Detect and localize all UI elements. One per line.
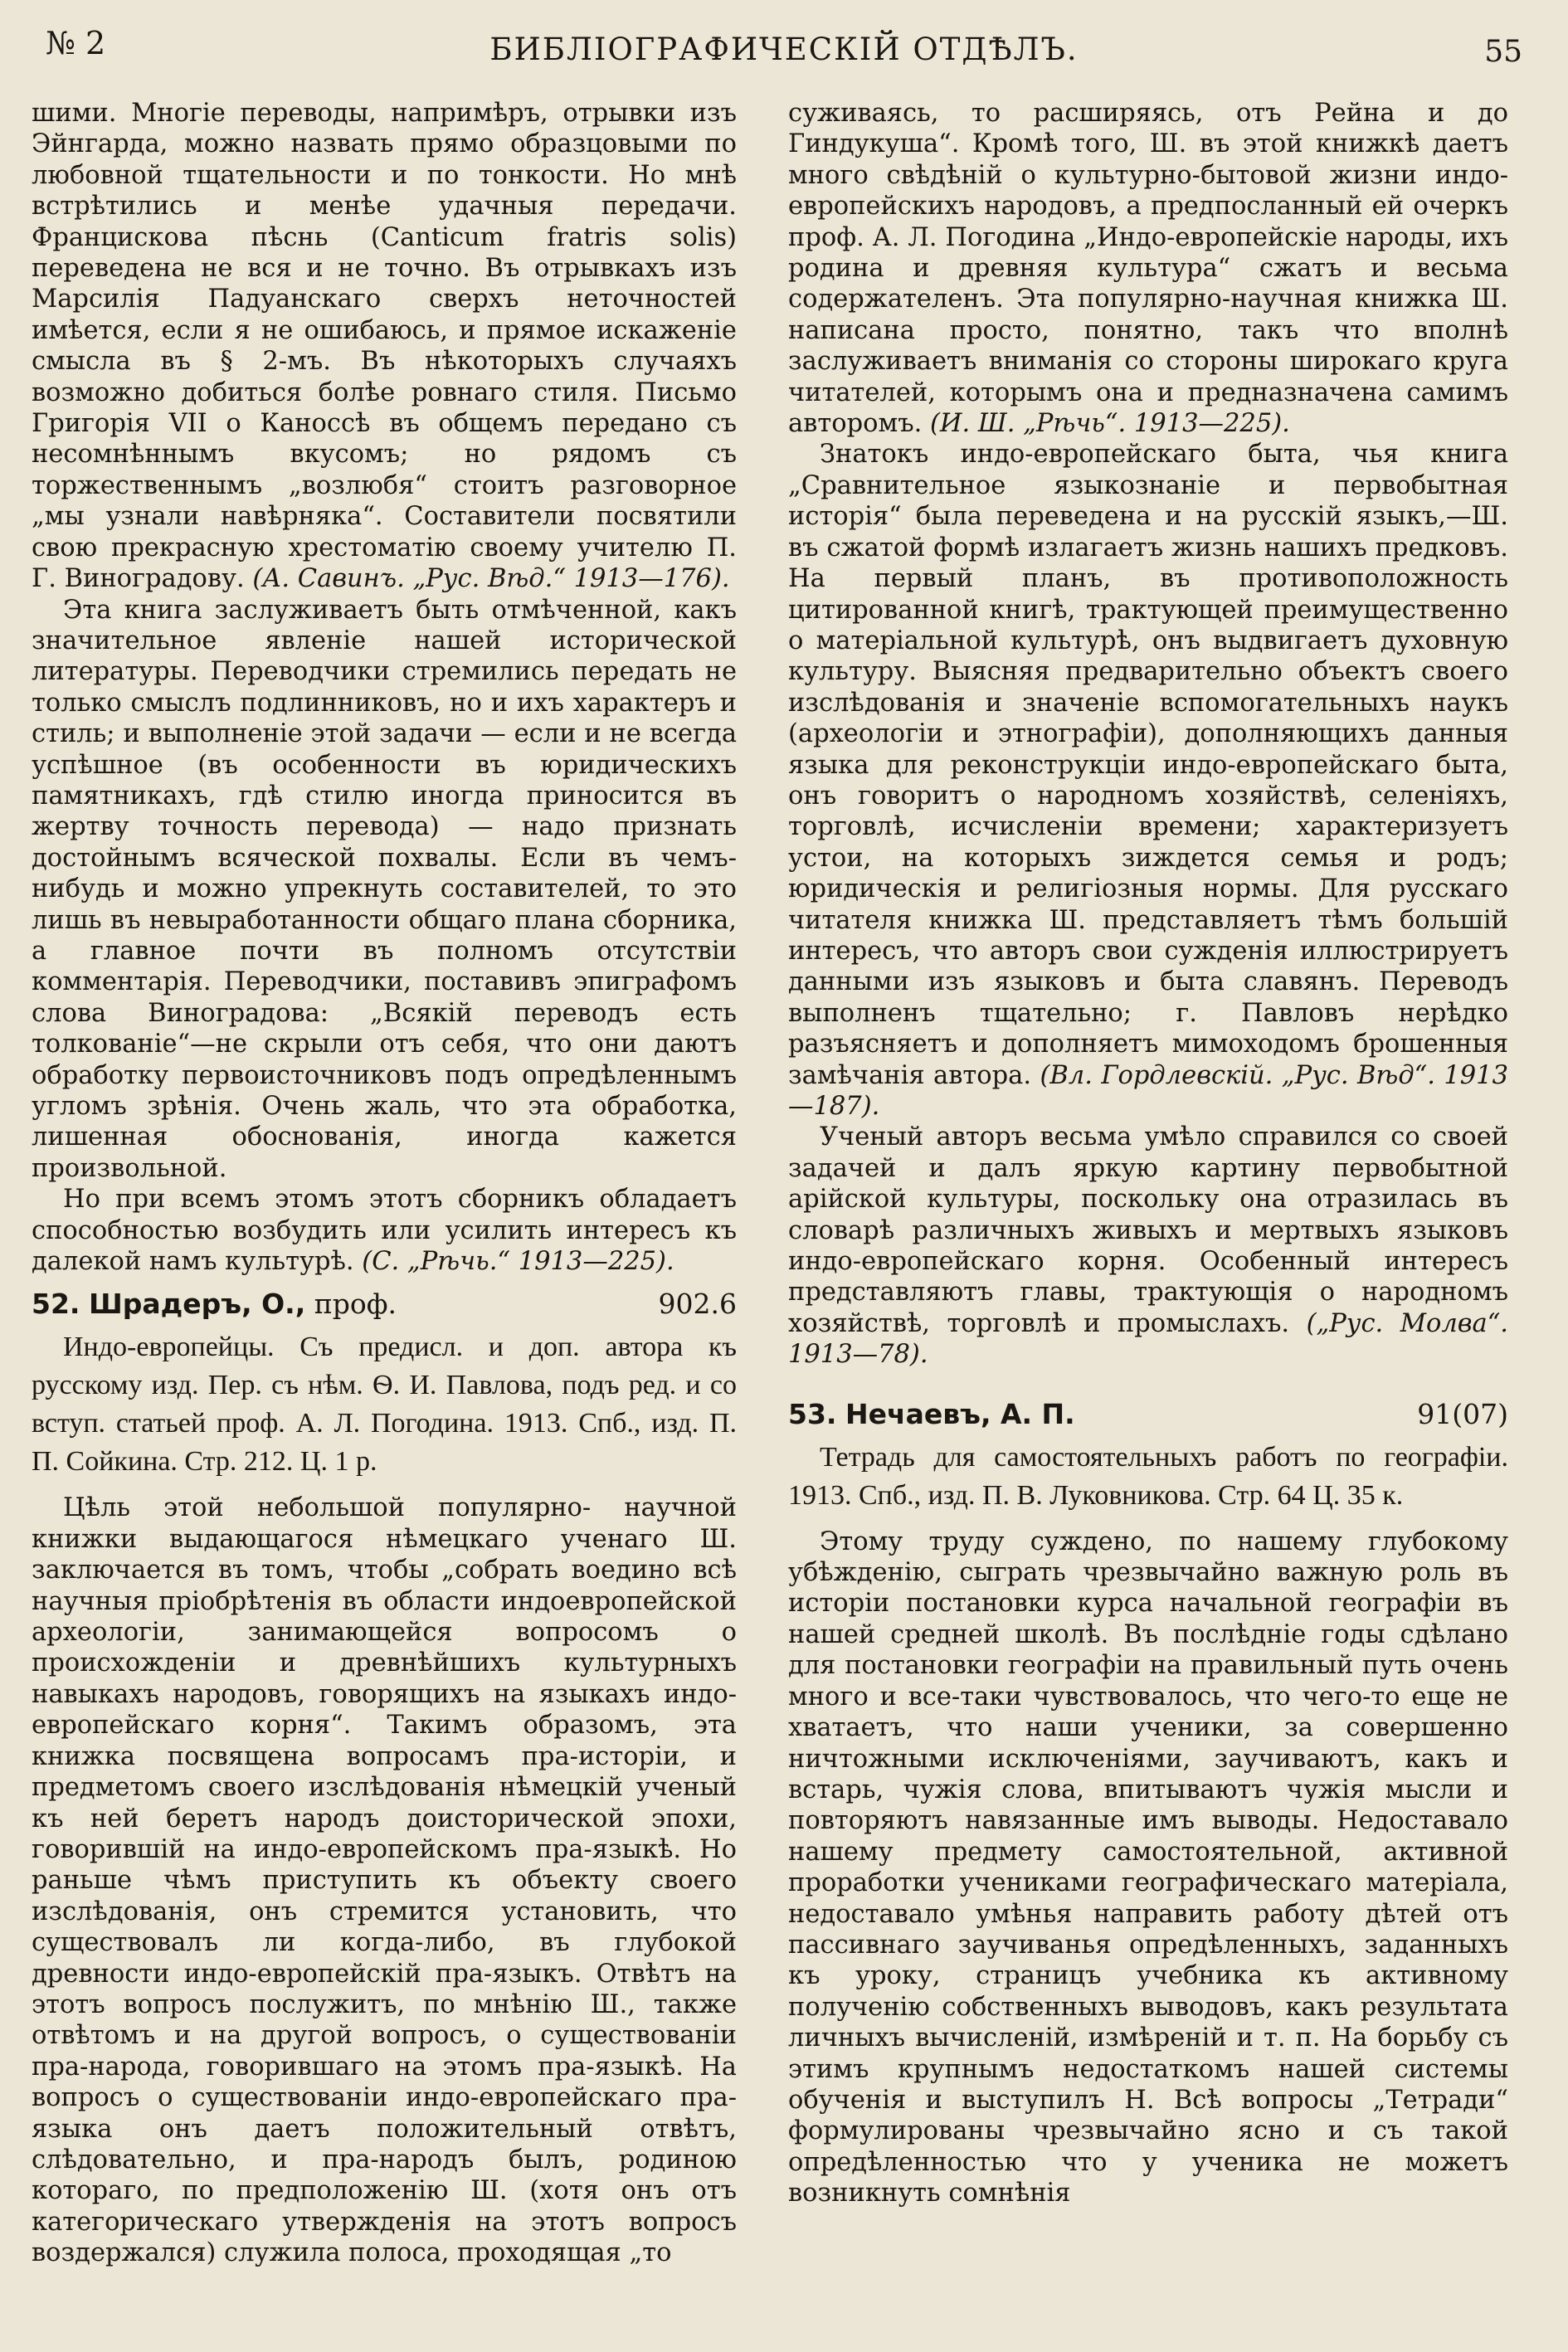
review-text: суживаясь, то расширяясь, отъ Рейна и до Гиндукуша“. Кромѣ того, Ш. въ этой книжкѣ даетъ много свѣдѣній о культурно-бытовой жизни индо-европейскихъ народовъ, а предпосланный ей очеркъ проф. А. Л. Погодина „Индо-европейскіе народы, ихъ родина и древняя культура“ сжатъ и весьма содержателенъ. Эта популярно-научная книжка Ш. написана просто, понятно, такъ что вполнѣ заслуживаетъ вниманія со стороны широкаго круга читателей, которымъ она и предназначена самимъ авторомъ.: [788, 99, 1508, 439]
review-paragraph: Этому труду суждено, по нашему глубокому убѣжденію, сыграть чрезвычайно важную роль въ исторіи постановки курса начальной географіи въ нашей средней школѣ. Въ послѣдніе годы сдѣлано для постановки географіи на правильный путь очень много и все-таки чувствовалось, что чего-то еще не хватаетъ, что наши ученики, за совершенно ничтожными исключеніями, заучиваютъ, какъ и встарь, чужія слова, впитываютъ чужія мысли и повторяютъ навязанные имъ выводы. Недоставало нашему предмету самостоятельной, активной проработки учениками географическаго матеріала, недоставало умѣнья направить работу дѣтей отъ пассивнаго заучиванья опредѣленныхъ, заданныхъ къ уроку, страницъ учебника къ активному полученію собственныхъ выводовъ, какъ результата личныхъ вычисленій, измѣреній и т. п. На борьбу съ этимъ крупнымъ недостаткомъ нашей системы обученія и выступилъ Н. Всѣ вопросы „Тетради“ формулированы чрезвычайно ясно и съ такой опредѣленностью что у ученика не можетъ возникнуть сомнѣнія: [788, 1527, 1508, 2208]
entry-classification: 91(07): [1417, 1397, 1508, 1430]
review-paragraph: Эта книга заслуживаетъ быть отмѣченной, какъ значительное явленіе нашей исторической литературы. Переводчики стремились передать не только смыслъ подлинниковъ, но и ихъ характеръ и стиль; и выполненіе этой задачи — если и не всегда успѣшное (въ особенности въ юридическихъ памятникахъ, гдѣ стилю иногда приносится въ жертву точность перевода) — надо признать достойнымъ всяческой похвалы. Если въ чемъ-нибудь и можно упрекнуть составителей, то это лишь въ невыработанности общаго плана сборника, а главное почти въ полномъ отсутствіи комментарія. Переводчики, поставивъ эпиграфомъ слова Виноградова: „Всякій переводъ есть толкованіе“—не скрыли отъ себя, что они даютъ обработку первоисточниковъ подъ опредѣленнымъ угломъ зрѣнія. Очень жаль, что эта обработка, лишенная обоснованія, иногда кажется произвольной.: [32, 595, 737, 1183]
review-text: Но при всемъ этомъ этотъ сборникъ обладаетъ способностью возбудить или усилить интересъ къ далекой намъ культурѣ.: [32, 1185, 737, 1277]
entry-bibliography: Тетрадь для самостоятельныхъ работъ по географіи. 1913. Спб., изд. П. В. Луковникова. Стр. 64 Ц. 35 к.: [788, 1441, 1508, 1511]
review-citation: („Рус. Молва“. 1913—78).: [788, 1308, 1509, 1370]
entry-author: Нечаевъ, А. П.: [845, 1397, 1075, 1430]
entry-heading: [32, 1285, 737, 1323]
section-title: БИБЛІОГРАФИЧЕСКІЙ ОТДѢЛЪ.: [489, 32, 1079, 67]
right-column: [788, 98, 1508, 2209]
review-citation: (А. Савинъ. „Рус. Вѣд.“ 1913—176).: [252, 564, 730, 594]
review-paragraph: [32, 1184, 737, 1277]
issue-number: № 2: [46, 25, 106, 61]
review-paragraph: [32, 98, 737, 595]
review-paragraph: [788, 439, 1508, 1122]
entry-number: 53.: [788, 1397, 837, 1430]
entry-author-title: проф.: [314, 1288, 397, 1321]
review-citation: (С. „Рѣчь.“ 1913—225).: [362, 1247, 674, 1277]
review-paragraph: [788, 98, 1508, 439]
entry-heading: [788, 1395, 1508, 1434]
entry-classification: 902.6: [658, 1288, 737, 1321]
entry-number: 52.: [32, 1288, 80, 1321]
entry-title: [32, 1285, 397, 1323]
review-text: Ученый авторъ весьма умѣло справился со своей задачей и далъ яркую картину первобытной арійской культуры, поскольку она отразилась въ словарѣ различныхъ живыхъ и мертвыхъ языковъ индо-европейскаго корня. Особенный интересъ представляютъ главы, трактующія о народномъ хозяйствѣ, торговлѣ и промыслахъ.: [788, 1122, 1508, 1338]
review-text: Знатокъ индо-европейскаго быта, чья книга „Сравнительное языкознаніе и первобытная исторія“ была переведена и на русскій языкъ,—Ш. въ сжатой формѣ излагаетъ жизнь нашихъ предковъ. На первый планъ, въ противоположность цитированной книгѣ, трактующей преимущественно о матеріальной культурѣ, онъ выдвигаетъ духовную культуру. Выясняя предварительно объектъ своего изслѣдованія и значеніе вспомогательныхъ наукъ (археологіи и этнографіи), дополняющихъ данныя языка для реконструкціи индо-европейскаго быта, онъ говоритъ о народномъ хозяйствѣ, селеніяхъ, торговлѣ, исчисленіи времени; характеризуетъ устои, на которыхъ зиждется семья и родъ; юридическія и религіозныя нормы. Для русскаго читателя книжка Ш. представляетъ тѣмъ большій интересъ, что авторъ свои сужденія иллюстрируетъ данными изъ языковъ и быта славянъ. Переводъ выполненъ тщательно; г. Павловъ нерѣдко разъясняетъ и дополняетъ мимоходомъ брошенныя замѣчанія автора.: [788, 440, 1508, 1090]
review-paragraph: Цѣль этой небольшой популярно- научной книжки выдающагося нѣмецкаго ученаго Ш. заключается въ томъ, чтобы „собрать воедино всѣ научныя пріобрѣтенія въ области индоевропейской археологіи, занимающейся вопросомъ о происхожденіи и древнѣйшихъ культурныхъ навыкахъ народовъ, говорящихъ на языкахъ индо-европейскаго корня“. Такимъ образомъ, эта книжка посвящена вопросамъ пра-исторіи, и предметомъ своего изслѣдованія нѣмецкій ученый къ ней беретъ народъ доисторической эпохи, говорившій на индо-европейскомъ пра-языкѣ. Но раньше чѣмъ приступить къ объекту своего изслѣдованія, онъ стремится установить, что существовалъ ли когда-либо, въ глубокой древности индо-европейскій пра-языкъ. Отвѣтъ на этотъ вопросъ послужитъ, по мнѣнію Ш., также отвѣтомъ и на другой вопросъ, о существованіи пра-народа, говорившаго на этомъ пра-языкѣ. На вопросъ о существованіи индо-европейскаго пра-языка онъ даетъ положительный отвѣтъ, слѣдовательно, и пра-народъ былъ, родиною котораго, по предположенію Ш. (хотя онъ отъ категорическаго утвержденія на этотъ вопросъ воздержался) служила полоса, проходящая „то: [32, 1493, 737, 2268]
entry-bibliography: Индо-европейцы. Съ предисл. и доп. автора къ русскому изд. Пер. съ нѣм. Ѳ. И. Павлова, подъ ред. и со вступ. статьей проф. А. Л. Погодина. 1913. Спб., изд. П. П. Сойкина. Стр. 212. Ц. 1 р.: [32, 1332, 737, 1478]
entry-title: [788, 1395, 1075, 1434]
review-paragraph: [788, 1122, 1508, 1370]
page-number: 55: [1484, 35, 1522, 69]
running-header: [46, 25, 1522, 83]
review-citation: (И. Ш. „Рѣчь“. 1913—225).: [930, 409, 1290, 439]
review-citation: (Вл. Гордлевскій. „Рус. Вѣд“. 1913—187).: [788, 1060, 1508, 1121]
left-column: [32, 98, 737, 2269]
entry-author: Шрадеръ, О.,: [88, 1288, 306, 1321]
review-text: шими. Многіе переводы, напримѣръ, отрывки изъ Эйнгарда, можно назвать прямо образцовыми по любовной тщательности и по тонкости. Но мнѣ встрѣтились и менѣе удачныя передачи. Францискова пѣснь (Canticum fratris solis) переведена не вся и не точно. Въ отрывкахъ изъ Марсилія Падуанскаго сверхъ неточностей имѣется, если я не ошибаюсь, и прямое искаженіе смысла въ § 2-мъ. Въ нѣкоторыхъ случаяхъ возможно добиться болѣе ровнаго стиля. Письмо Григорія VII о Каноссѣ въ общемъ передано съ несомнѣннымъ вкусомъ; но рядомъ съ торжественнымъ „возлюбя“ стоитъ разговорное „мы узнали навѣрняка“. Составители посвятили свою прекрасную хрестоматію своему учителю П. Г. Виноградову.: [32, 99, 737, 594]
